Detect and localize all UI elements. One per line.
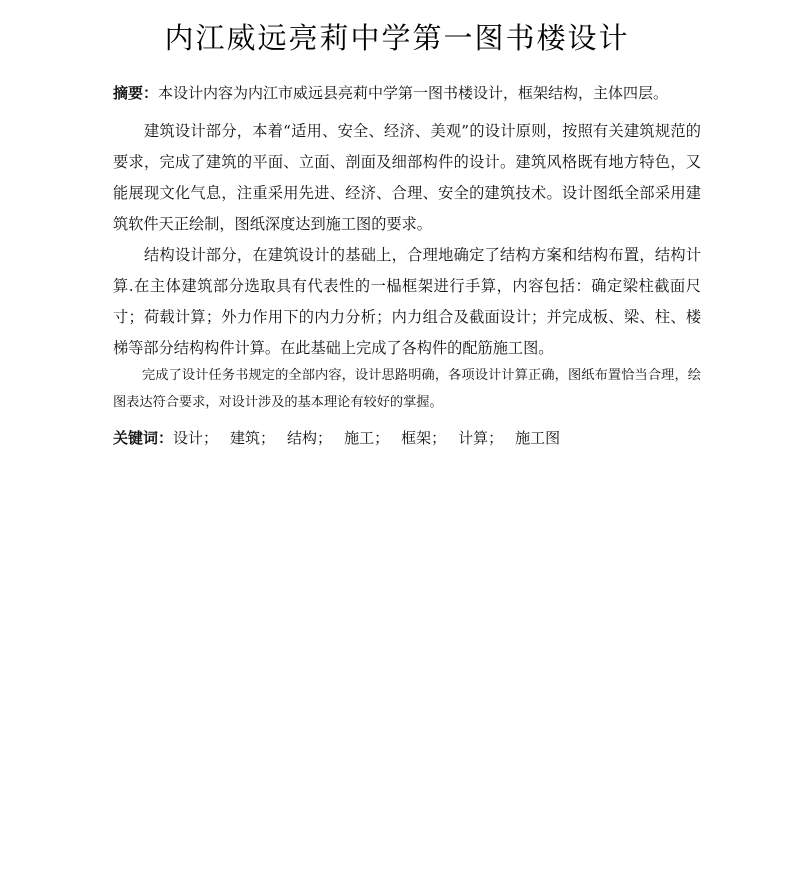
keywords-line (113, 428, 572, 448)
keyword-item: 施工； (344, 429, 390, 447)
paragraph-structure: 结构设计部分，在建筑设计的基础上，合理地确定了结构方案和结构布置，结构计算.在主体建筑部分选取具有代表性的一榀框架进行手算，内容包括：确定梁柱截面尺寸；荷载计算；外力作用下的内力分析；内力组合及截面设计；并完成板、梁、柱、楼梯等部分结构构件计算。在此基础上完成了各构件的配筋施工图。 (113, 246, 701, 357)
abstract-text: 本设计内容为内江市威远县亮莉中学第一图书楼设计，框架结构，主体四层。 (158, 84, 669, 102)
abstract-label: 摘要： (113, 84, 159, 102)
keyword-item: 框架； (401, 429, 447, 447)
keyword-item: 结构； (287, 429, 333, 447)
paragraph-architecture: 建筑设计部分，本着“适用、安全、经济、美观”的设计原则，按照有关建筑规范的要求，完成了建筑的平面、立面、剖面及细部构件的设计。建筑风格既有地方特色，又能展现文化气息，注重采用先进、经济、合理、安全的建筑技术。设计图纸全部采用建筑软件天正绘制，图纸深度达到施工图的要求。 (113, 122, 701, 233)
keywords-label: 关键词： (113, 429, 174, 447)
keyword-item: 施工图 (515, 429, 561, 447)
abstract-line (113, 83, 713, 103)
keyword-item: 建筑； (230, 429, 276, 447)
paragraph-summary: 完成了设计任务书规定的全部内容，设计思路明确，各项设计计算正确，图纸布置恰当合理，绘图表达符合要求，对设计涉及的基本理论有较好的掌握。 (113, 368, 701, 410)
page-title: 内江威远亮莉中学第一图书楼设计 (164, 21, 630, 55)
keyword-item: 计算； (458, 429, 504, 447)
keyword-item: 设计； (173, 429, 219, 447)
